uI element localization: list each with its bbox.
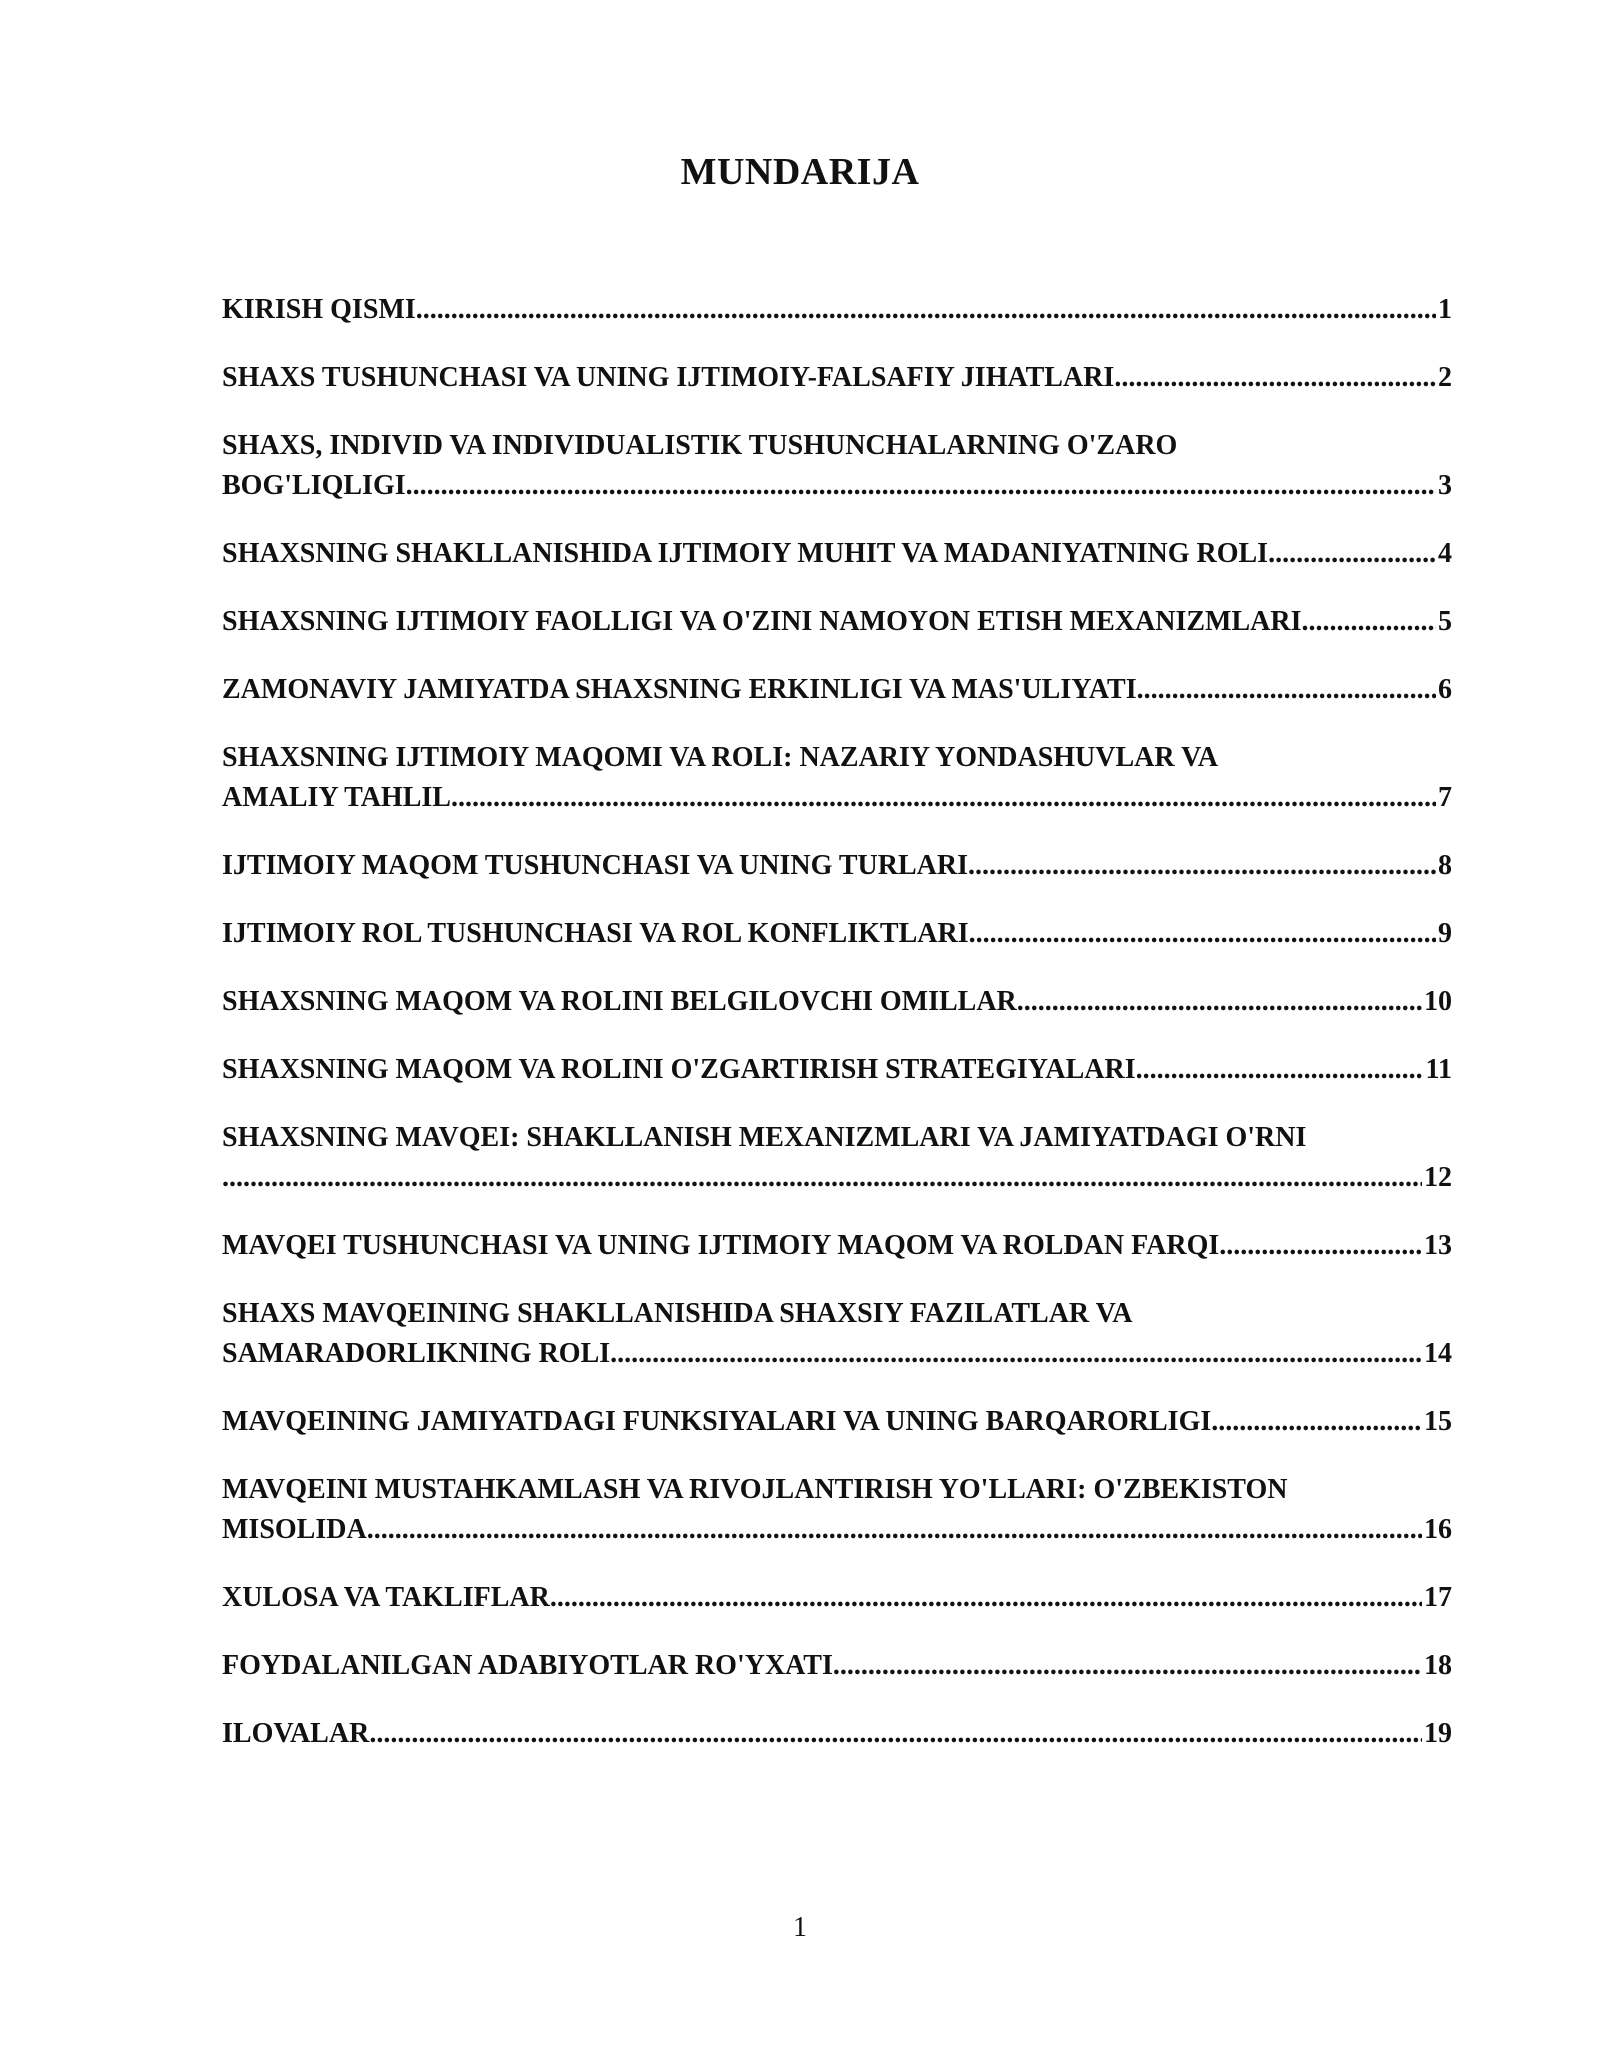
toc-entry[interactable] bbox=[222, 846, 1452, 886]
toc-entry[interactable] bbox=[222, 1646, 1452, 1686]
toc-page-number: 16 bbox=[1424, 1514, 1452, 1545]
toc-dot-leader bbox=[1017, 982, 1422, 1022]
toc-entry[interactable] bbox=[222, 1294, 1452, 1374]
table-of-contents bbox=[222, 290, 1452, 1782]
toc-entry-line bbox=[222, 290, 1452, 330]
toc-dot-leader bbox=[367, 1510, 1422, 1550]
toc-entry-line bbox=[222, 602, 1452, 642]
toc-dot-leader bbox=[451, 778, 1436, 818]
toc-entry-title: FOYDALANILGAN ADABIYOTLAR RO'YXATI bbox=[222, 1650, 833, 1681]
toc-entry[interactable] bbox=[222, 534, 1452, 574]
toc-dot-leader bbox=[369, 1714, 1422, 1754]
toc-page-number: 13 bbox=[1424, 1230, 1452, 1261]
toc-page-number: 14 bbox=[1424, 1338, 1452, 1369]
toc-entry-line bbox=[222, 1470, 1452, 1510]
toc-entry-line bbox=[222, 670, 1452, 710]
toc-page-number: 1 bbox=[1438, 294, 1452, 325]
toc-entry-title: MAVQEINI MUSTAHKAMLASH VA RIVOJLANTIRISH YO'LLARI: O'ZBEKISTON bbox=[222, 1474, 1288, 1505]
toc-entry-title: ILOVALAR bbox=[222, 1718, 370, 1749]
toc-entry-line bbox=[222, 1158, 1452, 1198]
toc-dot-leader bbox=[833, 1646, 1422, 1686]
toc-entry-line bbox=[222, 466, 1452, 506]
toc-entry-title: SHAXS MAVQEINING SHAKLLANISHIDA SHAXSIY FAZILATLAR VA bbox=[222, 1298, 1133, 1329]
toc-page-number: 15 bbox=[1424, 1406, 1452, 1437]
toc-entry-title: SHAXS, INDIVID VA INDIVIDUALISTIK TUSHUNCHALARNING O'ZARO bbox=[222, 430, 1178, 461]
toc-page-number: 9 bbox=[1438, 918, 1452, 949]
toc-entry-title: SHAXSNING SHAKLLANISHIDA IJTIMOIY MUHIT VA MADANIYATNING ROLI. bbox=[222, 538, 1276, 569]
toc-entry[interactable] bbox=[222, 1578, 1452, 1618]
toc-entry-title: SHAXSNING MAQOM VA ROLINI O'ZGARTIRISH STRATEGIYALARI bbox=[222, 1054, 1136, 1085]
toc-dot-leader bbox=[1275, 534, 1436, 574]
toc-page-number: 11 bbox=[1425, 1054, 1452, 1085]
toc-dot-leader bbox=[1219, 1226, 1422, 1266]
toc-page-number: 3 bbox=[1438, 470, 1452, 501]
toc-entry[interactable] bbox=[222, 426, 1452, 506]
toc-entry-line bbox=[222, 1646, 1452, 1686]
toc-page-number: 6 bbox=[1438, 674, 1452, 705]
toc-entry-title: MAVQEI TUSHUNCHASI VA UNING IJTIMOIY MAQOM VA ROLDAN FARQI bbox=[222, 1230, 1220, 1261]
toc-entry-line bbox=[222, 1578, 1452, 1618]
toc-page-number: 17 bbox=[1424, 1582, 1452, 1613]
toc-entry-title: XULOSA VA TAKLIFLAR bbox=[222, 1582, 550, 1613]
toc-entry-line bbox=[222, 1510, 1452, 1550]
toc-page-number: 12 bbox=[1424, 1162, 1452, 1193]
toc-dot-leader bbox=[968, 846, 1436, 886]
toc-entry-line bbox=[222, 914, 1452, 954]
toc-dot-leader bbox=[1301, 602, 1436, 642]
toc-entry-line bbox=[222, 1714, 1452, 1754]
toc-dot-leader bbox=[406, 466, 1436, 506]
toc-entry-line bbox=[222, 1050, 1452, 1090]
toc-entry[interactable] bbox=[222, 1118, 1452, 1198]
toc-entry-title: SHAXSNING IJTIMOIY MAQOMI VA ROLI: NAZARIY YONDASHUVLAR VA bbox=[222, 742, 1218, 773]
toc-entry[interactable] bbox=[222, 1714, 1452, 1754]
toc-entry-line bbox=[222, 982, 1452, 1022]
toc-dot-leader bbox=[550, 1578, 1422, 1618]
toc-entry-title: AMALIY TAHLIL bbox=[222, 782, 451, 813]
toc-entry[interactable] bbox=[222, 670, 1452, 710]
toc-page-number: 18 bbox=[1424, 1650, 1452, 1681]
toc-dot-leader bbox=[1211, 1402, 1422, 1442]
toc-dot-leader bbox=[222, 1158, 1422, 1198]
toc-page-number: 4 bbox=[1438, 538, 1452, 569]
toc-entry[interactable] bbox=[222, 602, 1452, 642]
toc-entry-title: SHAXSNING MAVQEI: SHAKLLANISH MEXANIZMLARI VA JAMIYATDAGI O'RNI bbox=[222, 1122, 1307, 1153]
toc-page-number: 5 bbox=[1438, 606, 1452, 637]
toc-entry-line bbox=[222, 1402, 1452, 1442]
toc-entry[interactable] bbox=[222, 1470, 1452, 1550]
toc-entry-line bbox=[222, 1118, 1452, 1158]
toc-entry[interactable] bbox=[222, 290, 1452, 330]
toc-entry-title: SAMARADORLIKNING ROLI bbox=[222, 1338, 611, 1369]
toc-page-number: 7 bbox=[1438, 782, 1452, 813]
toc-page-number: 2 bbox=[1438, 362, 1452, 393]
toc-dot-leader bbox=[610, 1334, 1422, 1374]
toc-page-number: 8 bbox=[1438, 850, 1452, 881]
toc-entry[interactable] bbox=[222, 982, 1452, 1022]
toc-entry-title: IJTIMOIY MAQOM TUSHUNCHASI VA UNING TURLARI bbox=[222, 850, 969, 881]
toc-dot-leader bbox=[1136, 1050, 1424, 1090]
page-title: MUNDARIJA bbox=[680, 151, 920, 193]
toc-entry[interactable] bbox=[222, 914, 1452, 954]
toc-entry-line bbox=[222, 534, 1452, 574]
toc-entry-line bbox=[222, 738, 1452, 778]
toc-entry-title: SHAXSNING IJTIMOIY FAOLLIGI VA O'ZINI NAMOYON ETISH MEXANIZMLARI bbox=[222, 606, 1302, 637]
toc-entry-line bbox=[222, 846, 1452, 886]
toc-entry[interactable] bbox=[222, 1402, 1452, 1442]
toc-entry-title: BOG'LIQLIGI bbox=[222, 470, 406, 501]
toc-entry-line bbox=[222, 1334, 1452, 1374]
toc-entry[interactable] bbox=[222, 738, 1452, 818]
toc-page-number: 19 bbox=[1424, 1718, 1452, 1749]
toc-entry-title: ZAMONAVIY JAMIYATDA SHAXSNING ERKINLIGI VA MAS'ULIYATI bbox=[222, 674, 1137, 705]
toc-entry-line bbox=[222, 426, 1452, 466]
toc-entry-title: SHAXSNING MAQOM VA ROLINI BELGILOVCHI OMILLAR bbox=[222, 986, 1017, 1017]
toc-entry-title: MISOLIDA bbox=[222, 1514, 367, 1545]
toc-entry-line bbox=[222, 1226, 1452, 1266]
toc-dot-leader bbox=[416, 290, 1436, 330]
toc-entry-title: MAVQEINING JAMIYATDAGI FUNKSIYALARI VA UNING BARQARORLIGI bbox=[222, 1406, 1212, 1437]
toc-entry-title: KIRISH QISMI bbox=[222, 294, 416, 325]
toc-dot-leader bbox=[969, 914, 1436, 954]
toc-dot-leader bbox=[1137, 670, 1436, 710]
toc-dot-leader bbox=[1114, 358, 1436, 398]
toc-entry[interactable] bbox=[222, 1050, 1452, 1090]
toc-entry-line bbox=[222, 358, 1452, 398]
page-number: 1 bbox=[793, 1912, 807, 1943]
toc-entry-title: SHAXS TUSHUNCHASI VA UNING IJTIMOIY-FALSAFIY JIHATLARI bbox=[222, 362, 1115, 393]
toc-entry-title: IJTIMOIY ROL TUSHUNCHASI VA ROL KONFLIKTLARI bbox=[222, 918, 969, 949]
toc-entry[interactable] bbox=[222, 358, 1452, 398]
toc-entry-line bbox=[222, 1294, 1452, 1334]
toc-page-number: 10 bbox=[1424, 986, 1452, 1017]
toc-entry[interactable] bbox=[222, 1226, 1452, 1266]
toc-entry-line bbox=[222, 778, 1452, 818]
